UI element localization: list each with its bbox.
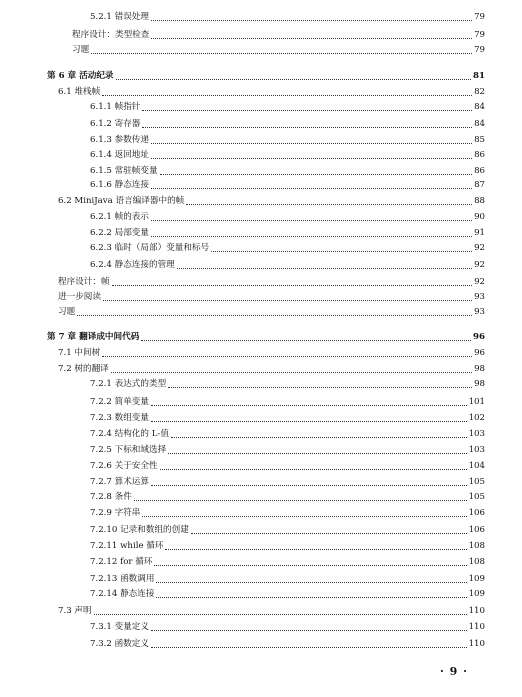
toc-entry-page: 101: [468, 397, 485, 407]
toc-dot-leader: [151, 420, 467, 422]
toc-chapter-entry: [47, 332, 485, 343]
toc-entry-label: 7.2.5 下标和域选择: [90, 445, 167, 455]
toc-dot-leader: [160, 173, 472, 175]
toc-entry-page: 88: [474, 196, 485, 206]
toc-entry-page: 110: [468, 639, 485, 649]
toc-entry-page: 92: [474, 277, 485, 287]
toc-entry-label: 6.1.2 寄存器: [90, 119, 141, 129]
toc-entry-label: 7.2.8 条件: [90, 492, 132, 502]
toc-dot-leader: [77, 314, 472, 316]
toc-dot-leader: [168, 452, 466, 454]
toc-dot-leader: [211, 250, 472, 252]
toc-entry-label: 7.2.6 关于安全性: [90, 461, 158, 471]
toc-entry: [90, 445, 485, 456]
toc-entry-page: 93: [474, 292, 485, 302]
toc-entry-page: 103: [468, 429, 485, 439]
toc-entry-label: 7.2.3 数组变量: [90, 413, 149, 423]
toc-dot-leader: [165, 548, 466, 550]
toc-entry: [90, 260, 485, 271]
toc-entry-label: 第 7 章 翻译成中间代码: [47, 332, 140, 342]
toc-dot-leader: [151, 235, 472, 237]
toc-entry: [58, 292, 485, 303]
toc-entry-label: 7.2.11 while 循环: [90, 541, 164, 551]
toc-entry-label: 6.2.2 局部变量: [90, 228, 149, 238]
toc-entry-label: 7.1 中间树: [58, 348, 101, 358]
toc-entry: [58, 364, 485, 375]
toc-entry: [58, 348, 485, 359]
toc-dot-leader: [156, 596, 466, 598]
toc-entry-label: 7.2.7 算术运算: [90, 477, 149, 487]
toc-entry: [90, 180, 485, 191]
toc-entry-label: 7.2.4 结构化的 L-值: [90, 429, 169, 439]
toc-entry: [58, 307, 485, 318]
toc-entry-label: 7.2.9 字符串: [90, 508, 141, 518]
toc-entry-label: 7.2.10 记录和数组的创建: [90, 525, 189, 535]
toc-entry-page: 84: [474, 119, 485, 129]
toc-entry-page: 98: [474, 364, 485, 374]
toc-entry-page: 92: [474, 243, 485, 253]
toc-entry: [90, 212, 485, 223]
toc-entry-label: 6.2.4 静态连接的管理: [90, 260, 175, 270]
toc-entry: [90, 589, 485, 600]
toc-entry: [90, 135, 485, 146]
toc-entry-label: 6.1.5 常驻帧变量: [90, 166, 158, 176]
toc-entry-page: 102: [468, 413, 485, 423]
toc-dot-leader: [142, 126, 472, 128]
toc-entry-page: 86: [474, 150, 485, 160]
toc-dot-leader: [151, 187, 472, 189]
toc-entry-label: 6.1.4 返回地址: [90, 150, 149, 160]
toc-entry: [90, 397, 485, 408]
toc-entry-label: 7.3 声明: [58, 606, 92, 616]
toc-entry-label: 习题: [58, 307, 76, 317]
toc-entry: [72, 45, 485, 56]
toc-dot-leader: [102, 355, 472, 357]
toc-entry: [90, 166, 485, 177]
toc-dot-leader: [177, 267, 472, 269]
toc-entry: [90, 228, 485, 239]
toc-entry-label: 7.2.13 函数调用: [90, 574, 155, 584]
toc-chapter-entry: [47, 71, 485, 82]
toc-entry-label: 6.1.1 帧指针: [90, 102, 141, 112]
toc-dot-leader: [151, 646, 467, 648]
toc-dot-leader: [116, 78, 472, 80]
toc-entry: [90, 379, 485, 390]
toc-entry: [58, 87, 485, 98]
toc-dot-leader: [151, 157, 472, 159]
toc-entry-page: 108: [468, 541, 485, 551]
toc-entry-page: 96: [473, 332, 485, 342]
toc-dot-leader: [103, 299, 472, 301]
toc-entry-page: 98: [474, 379, 485, 389]
toc-entry: [90, 150, 485, 161]
toc-entry-label: 进一步阅读: [58, 292, 101, 302]
toc-entry-label: 7.3.1 变量定义: [90, 622, 149, 632]
toc-entry: [90, 574, 485, 585]
toc-entry-label: 7.2.2 简单变量: [90, 397, 149, 407]
toc-entry-page: 90: [474, 212, 485, 222]
toc-dot-leader: [142, 515, 466, 517]
toc-dot-leader: [156, 581, 466, 583]
toc-entry-label: 7.3.2 函数定义: [90, 639, 149, 649]
toc-entry-page: 82: [474, 87, 485, 97]
toc-entry: [90, 639, 485, 650]
toc-entry: [72, 30, 485, 41]
toc-dot-leader: [142, 109, 472, 111]
toc-entry-page: 92: [474, 260, 485, 270]
toc-entry-page: 110: [468, 622, 485, 632]
toc-entry-page: 106: [468, 508, 485, 518]
toc-entry-label: 6.1.3 参数传递: [90, 135, 149, 145]
toc-dot-leader: [154, 564, 466, 566]
toc-dot-leader: [151, 219, 472, 221]
toc-entry-label: 7.2.1 表达式的类型: [90, 379, 167, 389]
toc-entry-page: 79: [474, 45, 485, 55]
toc-entry-page: 91: [474, 228, 485, 238]
toc-entry-label: 6.2 MiniJava 语言编译器中的帧: [58, 196, 185, 206]
toc-dot-leader: [91, 52, 472, 54]
page-number: · 9 ·: [440, 665, 468, 678]
toc-dot-leader: [191, 532, 467, 534]
toc-entry-label: 6.2.3 临时（局部）变量和标号: [90, 243, 210, 253]
toc-entry-label: 5.2.1 错误处理: [90, 12, 149, 22]
toc-entry-label: 7.2.14 静态连接: [90, 589, 155, 599]
toc-entry-page: 105: [468, 477, 485, 487]
toc-entry: [90, 429, 485, 440]
toc-entry-label: 习题: [72, 45, 90, 55]
toc-entry: [58, 196, 485, 207]
toc-entry: [58, 277, 485, 288]
toc-dot-leader: [151, 629, 467, 631]
toc-entry-page: 109: [468, 574, 485, 584]
toc-dot-leader: [112, 284, 472, 286]
toc-dot-leader: [94, 613, 467, 615]
toc-entry: [90, 12, 485, 23]
toc-entry: [90, 622, 485, 633]
toc-entry: [90, 557, 485, 568]
toc-entry: [90, 102, 485, 113]
toc-entry-page: 93: [474, 307, 485, 317]
toc-entry-label: 7.2 树的翻译: [58, 364, 109, 374]
toc-dot-leader: [171, 436, 467, 438]
toc-entry-page: 110: [468, 606, 485, 616]
toc-entry-page: 86: [474, 166, 485, 176]
toc-entry-label: 程序设计：类型检查: [72, 30, 150, 40]
toc-entry-label: 7.2.12 for 循环: [90, 557, 153, 567]
toc-dot-leader: [141, 339, 471, 341]
toc-dot-leader: [151, 404, 467, 406]
toc-entry-page: 108: [468, 557, 485, 567]
toc-entry-page: 104: [468, 461, 485, 471]
toc-entry: [90, 525, 485, 536]
toc-dot-leader: [102, 94, 472, 96]
toc-dot-leader: [134, 499, 467, 501]
toc-entry-page: 109: [468, 589, 485, 599]
toc-entry-page: 87: [474, 180, 485, 190]
toc-entry-label: 6.2.1 帧的表示: [90, 212, 149, 222]
toc-entry-label: 程序设计：帧: [58, 277, 110, 287]
toc-entry-label: 6.1 堆栈帧: [58, 87, 101, 97]
toc-entry-page: 103: [468, 445, 485, 455]
toc-entry-page: 85: [474, 135, 485, 145]
toc-entry-label: 6.1.6 静态连接: [90, 180, 149, 190]
toc-dot-leader: [160, 468, 467, 470]
toc-entry-page: 79: [474, 12, 485, 22]
toc-entry-page: 105: [468, 492, 485, 502]
toc-dot-leader: [151, 19, 472, 21]
toc-dot-leader: [111, 371, 472, 373]
toc-entry-page: 81: [473, 71, 485, 81]
toc-dot-leader: [151, 142, 472, 144]
toc-dot-leader: [186, 203, 472, 205]
toc-entry: [90, 461, 485, 472]
toc-dot-leader: [151, 37, 472, 39]
toc-entry: [90, 119, 485, 130]
toc-entry: [90, 541, 485, 552]
toc-entry: [90, 413, 485, 424]
toc-entry-page: 84: [474, 102, 485, 112]
toc-entry: [58, 606, 485, 617]
toc-entry-label: 第 6 章 活动纪录: [47, 71, 114, 81]
toc-entry-page: 79: [474, 30, 485, 40]
toc-entry: [90, 508, 485, 519]
toc-entry: [90, 492, 485, 503]
toc-dot-leader: [168, 386, 472, 388]
toc-entry-page: 106: [468, 525, 485, 535]
toc-dot-leader: [151, 484, 467, 486]
toc-entry: [90, 243, 485, 254]
toc-entry-page: 96: [474, 348, 485, 358]
toc-entry: [90, 477, 485, 488]
